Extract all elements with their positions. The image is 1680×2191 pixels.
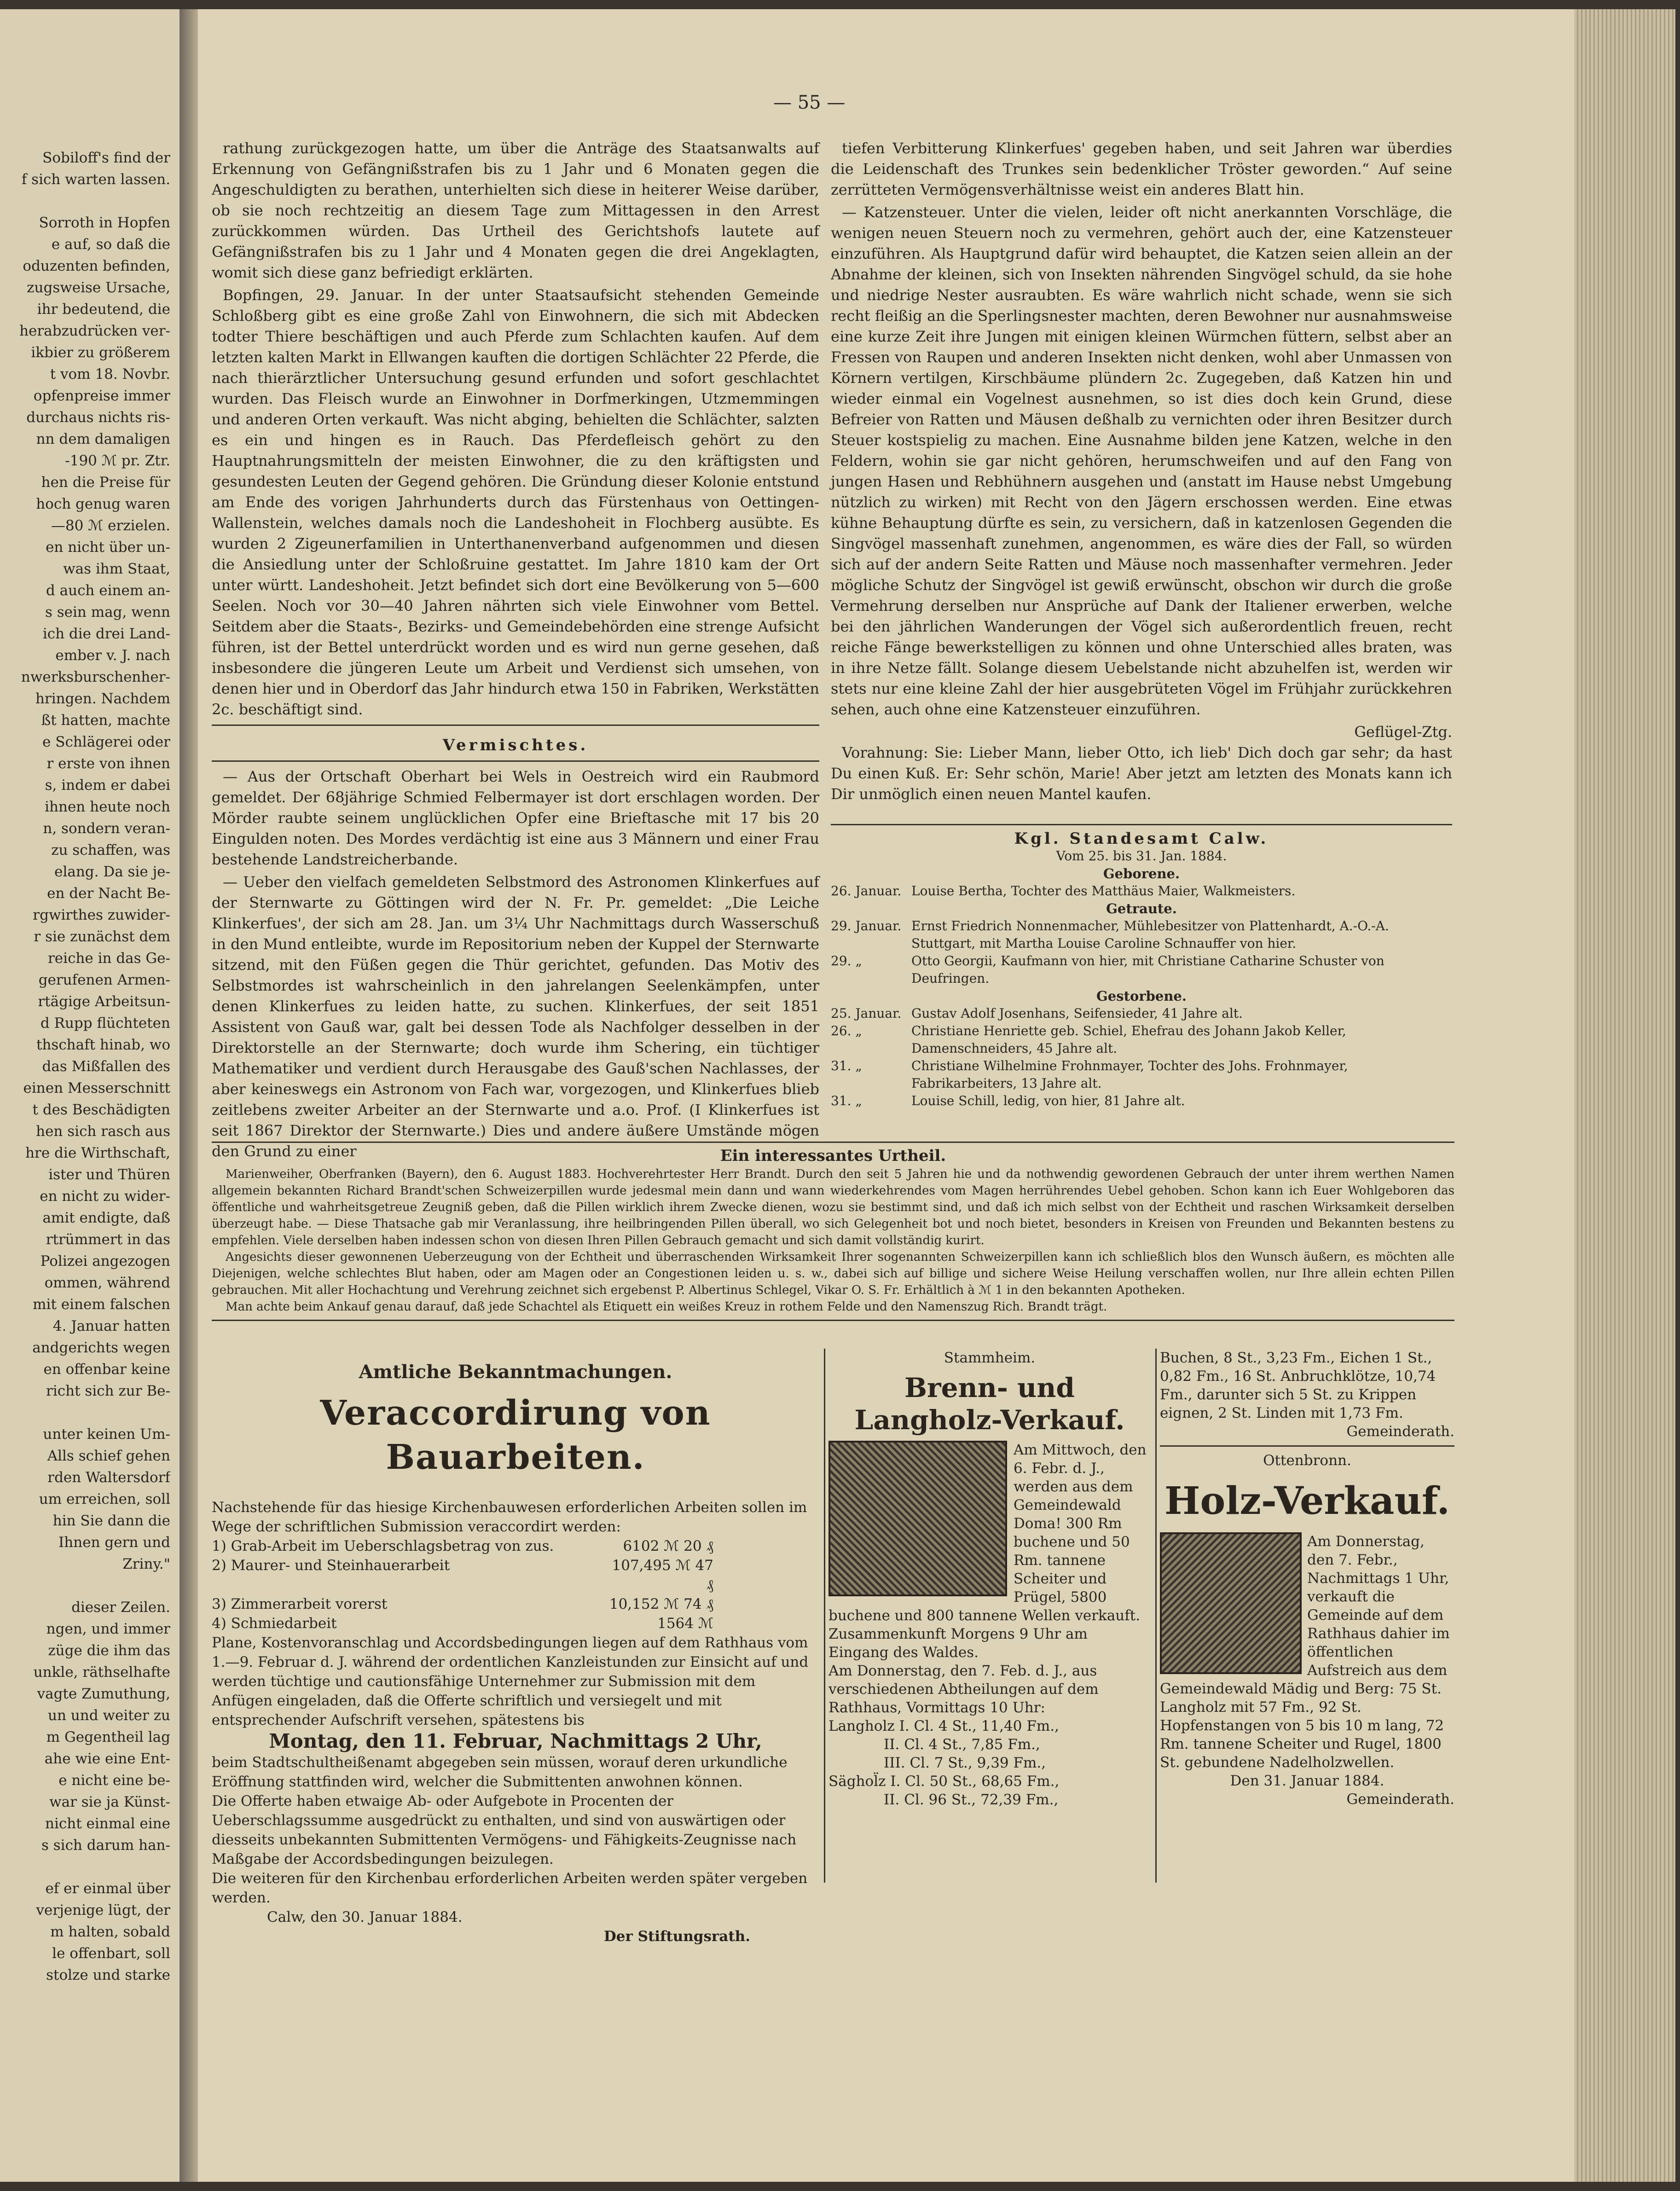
left-margin-line: gerufenen Armen- — [38, 972, 170, 988]
left-margin-line: rgwirthes zuwider- — [33, 907, 170, 923]
left-margin-line: en offenbar keine — [43, 1361, 170, 1378]
list-item: 26. „ Christiane Henriette geb. Schiel, Ehefrau des Johann Jakob Keller, Damenschneiders, 45 Jahre alt. — [831, 1023, 1346, 1056]
woodcut-illustration — [828, 1441, 1007, 1596]
left-margin-line: r sie zunächst dem — [34, 928, 170, 945]
left-margin-line: ikbier zu größerem — [31, 344, 170, 361]
left-margin-line: unter keinen Um- — [43, 1426, 170, 1443]
left-margin-line: stolze und starke — [46, 1967, 170, 1983]
left-margin-line: -190 ℳ pr. Ztr. — [65, 452, 170, 469]
category-gestorbene: Gestorbene. — [1096, 988, 1187, 1004]
left-margin-line: ngen, und immer — [46, 1621, 170, 1637]
left-margin-line: züge die ihm das — [48, 1642, 170, 1659]
left-margin-line: war sie ja Künst- — [49, 1794, 170, 1810]
left-margin-line: hre die Wirthschaft, — [25, 1145, 170, 1161]
ad-signature: Gemeinderath. — [1346, 1791, 1454, 1808]
left-margin-line: Alls schief gehen — [47, 1448, 170, 1464]
left-margin-line: m halten, sobald — [50, 1924, 170, 1940]
left-margin-line: ember v. J. nach — [55, 647, 170, 664]
standesamt-section — [831, 819, 1452, 1110]
standesamt-period: Vom 25. bis 31. Jan. 1884. — [1056, 848, 1227, 864]
column-right — [831, 138, 1452, 806]
left-margin-line: elang. Da sie je- — [54, 864, 170, 880]
left-margin-line: hen sich rasch aus — [36, 1123, 170, 1140]
left-margin-line: nwerksburschenher- — [21, 669, 170, 685]
left-margin-line: ahe wie eine Ent- — [44, 1750, 170, 1767]
ad-title: Brenn- und Langholz-Verkauf. — [854, 1372, 1125, 1436]
list-item: 29. Januar. Ernst Friedrich Nonnenmacher, Mühlebesitzer von Plattenhardt, A.-O.-A. Stuttgart, mit Martha Louise Caroline Schnauffer von hier. — [831, 918, 1389, 951]
urteil-text: Marienweiher, Oberfranken (Bayern), den 6. August 1883. Hochverehrtester Herr Brandt. Durch den seit 5 Jahren hie und da nothwendig gewordenen Gebrauch der unter ihrem werthen Namen allgemein bekannten Richard Brandt'schen Schweizerpillen wurde jedesmal mein dann und wann wiederkehrendes vom Magen herrührendes Uebel gehoben. Schon kann ich Euer Wohlgeboren das öffentliche und wahrheitsgetreue Zeugniß geben, daß die Pillen wirklich ihrem Zwecke dienen, wozu sie bestimmt sind, und daß ich mich selbst von der Echtheit und raschen Wirksamkeit derselben überzeugt habe. — Diese Thatsache gab mir Veranlassung, ihre heilbringenden Pillen überall, wo sich Gelegenheit bot und noch bietet, besonders in Kreisen von Freunden und Bekannten bestens zu empfehlen. Viele derselben haben indessen schon von diesen Ihren Pillen Gebrauch gemacht und sich damit vollständig kurirt. — [212, 1167, 1454, 1247]
left-margin-line: s sein mag, wenn — [45, 604, 170, 620]
left-margin-line: rtägige Arbeitsun- — [38, 993, 170, 1010]
divider — [212, 1142, 1454, 1143]
list-item: III. Cl. 7 St., 9,39 Fm., — [884, 1755, 1046, 1771]
left-margin-line: en nicht über un- — [46, 539, 170, 556]
left-margin-line: 4. Januar hatten — [52, 1318, 170, 1334]
left-margin-line: le offenbart, soll — [52, 1945, 170, 1962]
left-margin-line: t vom 18. Novbr. — [50, 366, 170, 383]
left-margin-line: unkle, räthselhafte — [33, 1664, 170, 1681]
left-margin-line: s, indem er dabei — [45, 777, 170, 794]
left-margin-line: d Rupp flüchteten — [40, 1015, 170, 1032]
left-margin-line: amit endigte, daß — [42, 1210, 170, 1226]
list-item: 29. „ Otto Georgii, Kaufmann von hier, mit Christiane Catharine Schuster von Deufringen. — [831, 953, 1385, 986]
left-margin-line: ihnen heute noch — [45, 799, 170, 815]
left-margin-line: Ihnen gern und — [58, 1534, 170, 1551]
left-margin-line: en der Nacht Be- — [47, 885, 170, 902]
article-klinkerfues-cont: tiefen Verbitterung Klinkerfues' gegeben haben, und seit Jahren war überdies die Leidenschaft des Trunkes sein bedenklicher Tröster geworden.“ Auf seine zerrütteten Vermögensverhältnisse weist ein anderes Blatt hin. — [831, 139, 1452, 198]
left-margin-line: m Gegentheil lag — [46, 1729, 170, 1745]
left-margin-line: rden Waltersdorf — [47, 1469, 170, 1486]
list-item: 26. Januar. Louise Bertha, Tochter des Matthäus Maier, Walkmeisters. — [831, 883, 1296, 898]
ad-signature: Der Stiftungsrath. — [603, 1928, 750, 1945]
divider — [212, 725, 819, 726]
ad-text: Zusammenkunft Morgens 9 Uhr am Eingang des Waldes. — [828, 1626, 1088, 1661]
ad-place: Stammheim. — [944, 1350, 1036, 1366]
article-raubmord: — Aus der Ortschaft Oberhart bei Wels in Oestreich wird ein Raubmord gemeldet. Der 68jährige Schmied Felbermayer ist dort erschlagen worden. Der Mörder raubte seinem unglücklichen Opfer eine Brieftasche mit 17 bis 20 Eingulden noten. Des Mordes verdächtig ist eine aus 3 Männern und einer Frau bestehende Landstreicherbande. — [212, 768, 819, 868]
divider — [212, 1320, 1454, 1321]
left-margin-line: e nicht eine be- — [58, 1772, 170, 1789]
left-margin-line: t des Beschädigten — [32, 1101, 170, 1118]
left-margin-line: um erreichen, soll — [39, 1491, 170, 1507]
list-item: 25. Januar. Gustav Adolf Josenhans, Seifensieder, 41 Jahre alt. — [831, 1006, 1243, 1021]
book-gutter — [180, 9, 198, 2182]
left-margin-line: reiche in das Ge- — [47, 950, 170, 967]
advert-urteil — [212, 1137, 1454, 1326]
left-margin-line: durchaus nichts ris- — [26, 409, 170, 426]
ad-text: Plane, Kostenvoranschlag und Accordsbedingungen liegen auf dem Rathhaus vom 1.—9. Februar d. J. während der ordentlichen Kanzleistunden zur Einsicht auf und werden tüchtige und cautionsfähige Unternehmer zur Submission mit dem Anfügen eingeladen, daß die Offerte schriftlich und versiegelt und mit entsprechender Aufschrift versehen, spätestens bis — [212, 1635, 809, 1728]
advert-ottenbronn — [1160, 1349, 1454, 1808]
article-source: Geflügel-Ztg. — [1354, 723, 1452, 741]
ad-text: Am Donnerstag, den 7. Febr., Nachmittags 1 Uhr, verkauft die Gemeinde auf dem Rathhaus dahier im öffentlichen Aufstreich aus dem Gemeindewald Mädig und Berg: 75 St. Langholz mit 57 Fm., 92 St. Hopfenstangen von 5 bis 10 m lang, 72 Rm. tannene Scheiter und Rugel, 1800 St. gebundene Nadelholzwellen. — [1160, 1533, 1450, 1771]
advert-bauarbeiten — [212, 1349, 819, 1946]
left-margin-line: nicht einmal eine — [45, 1815, 170, 1832]
left-margin-line: Sorroth in Hopfen — [39, 214, 170, 231]
column-left — [212, 138, 819, 1164]
left-margin-line — [0, 1402, 170, 1424]
list-item: 3) Zimmerarbeit vorerst 10,152 ℳ 74 ₰ — [212, 1596, 713, 1612]
list-item: Langholz I. Cl. 4 St., 11,40 Fm., — [828, 1718, 1059, 1734]
left-margin-line: n, sondern veran- — [43, 820, 170, 837]
divider — [1160, 1445, 1454, 1447]
left-margin-line: en nicht zu wider- — [40, 1188, 170, 1205]
column-rule — [824, 1349, 825, 1883]
left-margin-line: e Schlägerei oder — [42, 734, 170, 750]
list-item: 31. „ Louise Schill, ledig, von hier, 81 Jahre alt. — [831, 1093, 1185, 1108]
article-trial: rathung zurückgezogen hatte, um über die Anträge des Staatsanwalts auf Erkennung von Gefängnißstrafen bis zu 1 Jahr und 6 Monaten gegen die Angeschuldigten zu berathen, unterhielten sich diese in heiterer Weise darüber, ob sie noch rechtzeitig an diesem Tage zum Mittagessen in den Arrest zurückkommen würden. Das Urtheil des Gerichtshofs lautete auf Gefängnißstrafen bis zu 1 Jahr und 4 Monaten gegen die drei Angeklagten, womit sich diese ganz befriedigt erklärten. — [212, 139, 819, 281]
advertisements — [212, 1349, 1454, 1947]
ad-signature: Gemeinderath. — [1346, 1423, 1454, 1440]
urteil-title: Ein interessantes Urtheil. — [720, 1147, 946, 1165]
left-margin-line: s sich darum han- — [41, 1837, 170, 1854]
left-margin-line: nn dem damaligen — [36, 431, 170, 447]
left-margin-line: ßt hatten, machte — [41, 712, 170, 729]
category-geborene: Geborene. — [1103, 866, 1180, 881]
left-page-text — [0, 147, 177, 1986]
left-margin-line: —80 ℳ erzielen. — [51, 517, 170, 534]
left-margin-line — [0, 1575, 170, 1597]
page-edges — [1574, 9, 1675, 2182]
left-margin-line: was ihm Staat, — [63, 561, 170, 577]
ad-text: Am Mittwoch, den 6. Febr. d. J., werden aus dem Gemeindewald Doma! 300 Rm buchene und 50 Rm. tannene Scheiter und Prügel, 5800 buchene und 800 tannene Wellen verkauft. — [828, 1442, 1147, 1624]
ad-intro: Nachstehende für das hiesige Kirchenbauwesen erforderlichen Arbeiten sollen im Wege der schriftlichen Submission veraccordirt werden: — [212, 1499, 807, 1535]
left-margin-line: opfenpreise immer — [33, 388, 170, 404]
list-item: II. Cl. 4 St., 7,85 Fm., — [884, 1736, 1040, 1753]
list-item: Säghol̈z I. Cl. 50 St., 68,65 Fm., — [828, 1773, 1060, 1790]
left-margin-line: Zriny." — [122, 1556, 170, 1572]
left-margin-line: andgerichts wegen — [32, 1339, 170, 1356]
left-margin-line: ef er einmal über — [45, 1880, 170, 1897]
article-vorahnung: Vorahnung: Sie: Lieber Mann, lieber Otto, ich lieb' Dich doch gar sehr; da hast Du einen Kuß. Er: Sehr schön, Marie! Aber jetzt am letzten des Monats kann ich Dir unmöglich einen neuen Mantel kaufen. — [831, 744, 1452, 803]
list-item: 31. „ Christiane Wilhelmine Frohnmayer, Tochter des Johs. Frohnmayer, Fabrikarbeiters, 13 Jahre alt. — [831, 1058, 1348, 1091]
urteil-text: Angesichts dieser gewonnenen Ueberzeugung von der Echtheit und überraschenden Wirksamkeit Ihrer sogenannten Schweizerpillen kann ich schließlich blos den Wunsch äußern, es möchten alle Diejenigen, welche schlechtes Blut haben, oder am Magen oder an Congestionen leiden u. s. w., dabei sich auf billige und sichere Weise Heilung verschaffen wollen, nur Ihre allein echten Pillen gebrauchen. Mit aller Hochachtung und Verehrung zeichnet sich ergebenst P. Albertinus Schlegel, Vikar O. S. Fr. Erhältlich à ℳ 1 in den bekannten Apotheken. — [212, 1250, 1454, 1297]
list-item: 1) Grab-Arbeit im Ueberschlagsbetrag von zus. 6102 ℳ 20 ₰ — [212, 1538, 713, 1554]
divider — [212, 760, 819, 762]
ad-items — [212, 1536, 819, 1633]
ad-header: Amtliche Bekanntmachungen. — [359, 1361, 672, 1383]
category-getraute: Getraute. — [1106, 901, 1177, 916]
left-margin-line: dieser Zeilen. — [71, 1599, 170, 1616]
article-katzensteuer: — Katzensteuer. Unter die vielen, leider oft nicht anerkannten Vorschläge, die wenigen neuen Steuern noch zu vermehren, gehört auch der, eine Katzensteuer einzuführen. Als Hauptgrund dafür wird behauptet, die Katzen seien allein an der Abnahme der kleinen, sich von Insekten nährenden Singvögel schuld, da sie hohe und niedrige Nester ausraubten. Es wäre wahrlich nicht schade, wenn sie sich recht fleißig an die Sperlingsnester machten, deren Bewohner nur ausnahmsweise eine kurze Zeit ihre Jungen mit einigen kleinen Würmchen füttern, selbst aber an Fressen von Raupen und anderen Insekten nicht denken, wohl aber Unmassen von Körnern vertilgen, Kirschbäume plündern 2c. Zugegeben, daß Katzen hin und wieder einmal ein Vogelnest ausnehmen, so ist dies doch kein Grund, diese Befreier von Ratten und Mäusen deßhalb zu vernichten oder ihren Besitzer durch Steuer kostspielig zu machen. Eine Ausnahme bilden jene Katzen, welche in den Feldern, wohin sie gar nicht gehören, herumschweifen und auf den Fang von jungen Hasen und Rebhühnern ausgehen und (anstatt im Hause nebst Umgebung nützlich zu wirken) mit Recht von den Jägern erschossen werden. Eine etwas kühne Behauptung dürfte es sein, zu versichern, daß in katzenlosen Gegenden die Singvögel massenhaft zunehmen, angenommen, es wäre dies der Fall, so würden sich auf der andern Seite Ratten und Mäuse noch massenhafter vermehren. Jeder mögliche Schutz der Singvögel ist gewiß erwünscht, obschon wir durch die große Vermehrung derselben nur Ansprüche auf Dank der Italiener erwerben, welche bei den jährlichen Wanderungen der Vögel sich außerordentlich freuen, recht reiche Fänge bewerkstelligen zu können und ohne Unterschied alles braten, was in ihre Netze fällt. Solange diesem Uebelstande nicht abzuhelfen ist, werden wir stets nur eine kleine Zahl der hier ausgebrüteten Vögel im Frühjahr zurückkehren sehen, auch ohne eine Katzensteuer einzuführen. — [831, 203, 1452, 718]
left-margin-line: hoch genug waren — [36, 496, 170, 512]
left-margin-line: ister und Thüren — [48, 1166, 170, 1183]
left-margin-line — [0, 1856, 170, 1878]
left-margin-line: richt sich zur Be- — [46, 1383, 170, 1399]
page-number: — 55 — — [773, 92, 846, 113]
ad-title: Holz-Verkauf. — [1164, 1479, 1450, 1523]
advert-stammheim — [828, 1349, 1151, 1809]
section-heading-vermischtes: Vermischtes. — [442, 736, 589, 754]
left-margin-line: f sich warten lassen. — [21, 171, 170, 188]
left-margin-line: zu schaffen, was — [51, 842, 170, 858]
divider — [831, 824, 1452, 825]
ad-place: Ottenbronn. — [1263, 1452, 1351, 1469]
left-margin-line: hin Sie dann die — [52, 1513, 170, 1529]
standesamt-title: Kgl. Standesamt Calw. — [1014, 829, 1269, 848]
ad-text: Buchen, 8 St., 3,23 Fm., Eichen 1 St., 0,82 Fm., 16 St. Anbruchklötze, 10,74 Fm., darunter sich 5 St. zu Krippen eignen, 2 St. Linden mit 1,73 Fm. — [1160, 1350, 1436, 1421]
column-rule — [1155, 1349, 1157, 1883]
left-margin-line: oduzenten befinden, — [23, 258, 170, 274]
list-item: 2) Maurer- und Steinhauerarbeit 107,495 ℳ 47 ₰ — [212, 1557, 713, 1593]
left-margin-line: mit einem falschen — [33, 1296, 170, 1313]
left-margin-line: e auf, so daß die — [51, 236, 170, 253]
left-margin-line: Sobiloff's find der — [42, 150, 170, 166]
left-margin-line: zugsweise Ursache, — [27, 279, 170, 296]
left-margin-line: Polizei angezogen — [40, 1253, 170, 1269]
ad-date: Den 31. Januar 1884. — [1230, 1773, 1385, 1789]
ad-text: beim Stadtschultheißenamt abgegeben sein müssen, worauf deren urkundliche Eröffnung stattfinden wird, welcher die Submittenten anwohnen können. — [212, 1754, 788, 1790]
ad-text: Die Offerte haben etwaige Ab- oder Aufgebote in Procenten der Ueberschlagssumme ausgedrückt zu enthalten, und sind von auswärtigen oder diesseits unbekannten Submittenten Vermögens- und Fähigkeits-Zeugnisse nach Maßgabe der Accordsbedingungen beizulegen. — [212, 1793, 797, 1867]
left-margin-line: hringen. Nachdem — [35, 690, 170, 707]
left-margin-line — [0, 191, 170, 212]
left-margin-line: einen Messerschnitt — [23, 1080, 170, 1096]
left-margin-line: herabzudrücken ver- — [19, 323, 170, 339]
left-margin-line: rtrümmert in das — [46, 1231, 170, 1248]
ad-title: Veraccordirung von Bauarbeiten. — [320, 1393, 711, 1477]
left-margin-line: r erste von ihnen — [46, 755, 170, 772]
woodcut-illustration — [1160, 1532, 1302, 1674]
left-margin-line: hen die Preise für — [41, 474, 170, 491]
left-margin-line: verjenige lügt, der — [36, 1902, 170, 1919]
left-margin-line: un und weiter zu — [48, 1707, 170, 1724]
ad-date: Montag, den 11. Februar, Nachmittags 2 Uhr, — [269, 1730, 762, 1752]
list-item: II. Cl. 96 St., 72,39 Fm., — [884, 1791, 1059, 1808]
ad-place: Calw, den 30. Januar 1884. — [267, 1909, 463, 1925]
left-margin-line: d auch einem an- — [46, 582, 170, 599]
left-margin-line: das Mißfallen des — [42, 1058, 170, 1075]
article-klinkerfues: — Ueber den vielfach gemeldeten Selbstmord des Astronomen Klinkerfues auf der Sternwarte zu Göttingen wird der N. Fr. Pr. gemeldet: „Die Leiche Klinkerfues', der sich am 28. Jan. um 3¼ Uhr Nachmittags durch Wasserschuß in den Mund entleibte, wurde im Repositorium neben der Kuppel der Sternwarte sitzend, mit den Füßen gegen die Thür gerichtet, gefunden. Das Motiv des Selbstmordes ist wahrscheinlich in den jahrelangen Seelenkämpfen, unter denen Klinkerfues zu leiden hatte, zu suchen. Klinkerfues, der seit 1851 Assistent von Gauß war, galt bei dessen Tode als Nachfolger desselben in der Direktorstelle an der Sternwarte; doch wurde ihm Schering, ein tüchtiger Mathematiker und verdient durch Herausgabe des Gauß'schen Nachlasses, der aber keineswegs ein Astronom von Fach war, vorgezogen, und Klinkerfues blieb zeitlebens zweiter Arbeiter an der Sternwarte und a.o. Prof. (I Klinkerfues ist seit 1867 Direktor der Sternwarte.) Dies und andere äußere Umstände mögen den Grund zu einer — [212, 873, 819, 1160]
left-margin-line: ihr bedeutend, die — [37, 301, 170, 318]
ad-text: Am Donnerstag, den 7. Feb. d. J., aus verschiedenen Abtheilungen auf dem Rathhaus, Vormittags 10 Uhr: — [828, 1663, 1099, 1716]
left-margin-line: thschaft hinab, wo — [36, 1037, 170, 1053]
article-bopfingen: Bopfingen, 29. Januar. In der unter Staatsaufsicht stehenden Gemeinde Schloßberg gibt es eine große Zahl von Einwohnern, die sich mit Abdecken todter Thiere beschäftigen und auch Pferde zum Schlachten kaufen. Auf dem letzten kalten Markt in Ellwangen kauften die dortigen Schlächter 22 Pferde, die nach thierärztlicher Untersuchung gesund erfunden und sofort geschlachtet wurden. Das Fleisch wurde an Einwohner in Dorfmerkingen, Utzmemmingen und anderen Orten verkauft. Was nicht abging, behielten die Schlächter, salzten es ein und hingen es in Rauch. Das Pferdefleisch gehört zu den Hauptnahrungsmitteln der meisten Einwohner, die zu den kräftigsten und gesundesten Leuten der Gegend gehören. Die Gründung dieser Kolonie entstund am Ende des vorigen Jahrhunderts durch das Fürstenhaus von Oettingen-Wallenstein, welches damals noch die Landeshoheit in Flochberg ausübte. Es wurden 2 Zigeunerfamilien in Unterthanenverband aufgenommen und diesen die Ansiedlung unter der Schloßruine gestattet. Im Jahre 1810 kam der Ort unter württ. Landeshoheit. Jetzt befindet sich dort eine Bevölkerung von 5—600 Seelen. Noch vor 30—40 Jahren nährten sich viele Einwohner vom Bettel. Seitdem aber die Staats-, Bezirks- und Gemeindebehörden eine strenge Aufsicht führen, ist der Bettel unterdrückt worden und es wird nun gerne gesehen, daß insbesondere die jüngeren Leute um Arbeit und Verdienst sich umsehen, von denen hier und in Oberdorf das Jahr hindurch etwa 150 in Fabriken, Werkstätten 2c. beschäftigt sind. — [212, 286, 819, 718]
ad-text: Die weiteren für den Kirchenbau erforderlichen Arbeiten werden später vergeben werden. — [212, 1870, 808, 1906]
urteil-text: Man achte beim Ankauf genau darauf, daß jede Schachtel als Etiquett ein weißes Kreuz in rothem Felde und den Namenszug Rich. Brandt trägt. — [226, 1300, 1107, 1314]
left-page-fragment — [0, 9, 182, 2182]
left-margin-line: vagte Zumuthung, — [37, 1686, 170, 1702]
left-margin-line: ommen, während — [44, 1275, 170, 1291]
list-item: 4) Schmiedarbeit 1564 ℳ — [212, 1615, 713, 1632]
left-margin-line: ich die drei Land- — [42, 626, 170, 642]
